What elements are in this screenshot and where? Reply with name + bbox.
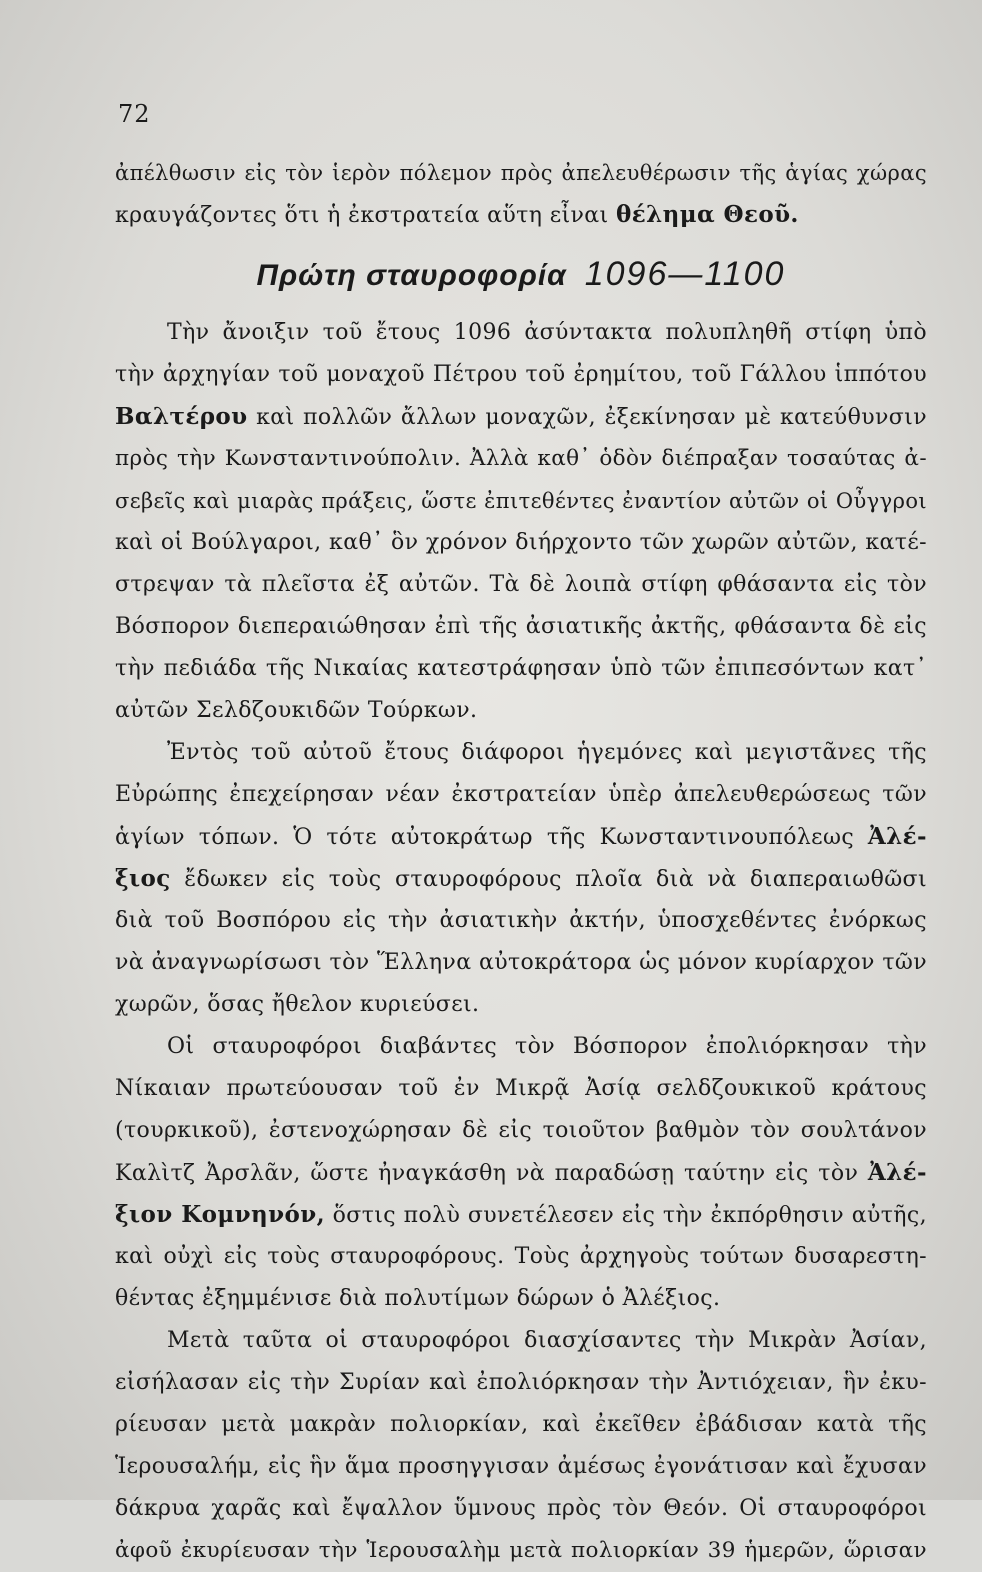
bold-name: Ἀλέ- <box>867 823 927 850</box>
text-line: Εὐρώπης ἐπεχείρησαν νέαν ἐκστρατείαν ὑπὲρ ἀπελευθερώσεως τῶν <box>115 782 927 807</box>
text-line: κραυγάζοντες ὅτι ἡ ἐκστρατεία αὕτη εἶναι θέλημα Θεοῦ. <box>115 201 799 228</box>
page-number: 72 <box>118 100 151 128</box>
text-line: καὶ οὐχὶ εἰς τοὺς σταυροφόρους. Τοὺς ἀρχηγοὺς τούτων δυσαρεστη- <box>115 1244 927 1269</box>
text-line: τὴν πεδιάδα τῆς Νικαίας κατεστράφησαν ὑπὸ τῶν ἐπιπεσόντων κατ᾽ <box>115 656 927 681</box>
text-line: καὶ οἱ Βούλγαροι, καθ᾽ ὃν χρόνον διήρχοντο τῶν χωρῶν αὐτῶν, κατέ- <box>115 530 927 555</box>
text-line: αὐτῶν Σελδζουκιδῶν Τούρκων. <box>115 698 478 723</box>
text-line: ρίευσαν μετὰ μακρὰν πολιορκίαν, καὶ ἐκεῖθεν ἐβάδισαν κατὰ τῆς <box>115 1412 927 1437</box>
section-heading <box>115 236 927 312</box>
text-line: Ἐντὸς τοῦ αὐτοῦ ἔτους διάφοροι ἡγεμόνες καὶ μεγιστᾶνες τῆς <box>167 740 927 765</box>
text-line: Νίκαιαν πρωτεύουσαν τοῦ ἐν Μικρᾷ Ἀσίᾳ σελδζουκικοῦ κράτους <box>115 1076 927 1101</box>
bold-phrase: θέλημα Θεοῦ. <box>616 201 799 228</box>
text-line: Τὴν ἄνοιξιν τοῦ ἔτους 1096 ἀσύντακτα πολυπληθῆ στίφη ὑπὸ <box>167 320 927 345</box>
text-line: θέντας ἐξημμένισε διὰ πολυτίμων δώρων ὁ Ἀλέξιος. <box>115 1286 721 1311</box>
text-line: Μετὰ ταῦτα οἱ σταυροφόροι διασχίσαντες τὴν Μικρὰν Ἀσίαν, <box>167 1328 927 1353</box>
heading-years: 1096—1100 <box>584 255 786 293</box>
text-line: εἰσήλασαν εἰς τὴν Συρίαν καὶ ἐπολιόρκησαν τὴν Ἀντιόχειαν, ἣν ἐκυ- <box>115 1370 927 1395</box>
text-line: ἁγίων τόπων. Ὁ τότε αὐτοκράτωρ τῆς Κωνσταντινουπόλεως Ἀλέ- <box>115 823 927 850</box>
bold-name: ξιος <box>115 865 171 892</box>
heading-title: Πρώτη σταυροφορία <box>256 259 567 292</box>
text-line: Καλὶτζ Ἀρσλᾶν, ὥστε ἠναγκάσθη νὰ παραδώσῃ ταύτην εἰς τὸν Ἀλέ- <box>115 1159 927 1186</box>
text-line: νὰ ἀναγνωρίσωσι τὸν Ἕλληνα αὐτοκράτορα ὡς μόνον κυρίαρχον τῶν <box>115 950 927 975</box>
text-line: διὰ τοῦ Βοσπόρου εἰς τὴν ἀσιατικὴν ἀκτήν, ὑποσχεθέντες ἐνόρκως <box>115 908 927 933</box>
bold-name: ξιον Κομνηνόν, <box>115 1201 325 1228</box>
text-line: ξιος ἔδωκεν εἰς τοὺς σταυροφόρους πλοῖα διὰ νὰ διαπεραιωθῶσι <box>115 865 927 892</box>
text-line: στρεψαν τὰ πλεῖστα ἐξ αὐτῶν. Τὰ δὲ λοιπὰ στίφη φθάσαντα εἰς τὸν <box>115 572 927 597</box>
text-line: Ἱερουσαλήμ, εἰς ἣν ἅμα προσηγγισαν ἀμέσως ἐγονάτισαν καὶ ἔχυσαν <box>115 1454 927 1479</box>
text-line: δάκρυα χαρᾶς καὶ ἔψαλλον ὕμνους πρὸς τὸν Θεόν. Οἱ σταυροφόροι <box>115 1496 927 1521</box>
text-line: (τουρκικοῦ), ἐστενοχώρησαν δὲ εἰς τοιοῦτον βαθμὸν τὸν σουλτάνον <box>115 1118 927 1143</box>
body-text <box>115 152 927 1572</box>
text-line: ἀπέλθωσιν εἰς τὸν ἱερὸν πόλεμον πρὸς ἀπελευθέρωσιν τῆς ἁγίας χώρας <box>115 161 927 185</box>
text-line: σεβεῖς καὶ μιαρὰς πράξεις, ὥστε ἐπιτεθέντες ἐναντίον αὐτῶν οἱ Οὖγγροι <box>115 489 927 513</box>
text-line: ἀφοῦ ἐκυρίευσαν τὴν Ἱερουσαλὴμ μετὰ πολιορκίαν 39 ἡμερῶν, ὥρισαν <box>115 1538 927 1563</box>
text-line: Βόσπορον διεπεραιώθησαν ἐπὶ τῆς ἀσιατικῆς ἀκτῆς, φθάσαντα δὲ εἰς <box>115 614 927 639</box>
text-line: ξιον Κομνηνόν, ὅστις πολὺ συνετέλεσεν εἰς τὴν ἐκπόρθησιν αὐτῆς, <box>115 1201 927 1228</box>
bold-name: Βαλτέρου <box>115 403 248 430</box>
text-line: Οἱ σταυροφόροι διαβάντες τὸν Βόσπορον ἐπολιόρκησαν τὴν <box>167 1034 927 1059</box>
bold-name: Ἀλέ- <box>867 1159 927 1186</box>
text-line: πρὸς τὴν Κωνσταντινούπολιν. Ἀλλὰ καθ᾽ ὁδὸν διέπραξαν τοσαύτας ἀ- <box>115 446 927 471</box>
text-line: Βαλτέρου καὶ πολλῶν ἄλλων μοναχῶν, ἐξεκίνησαν μὲ κατεύθυνσιν <box>115 403 927 430</box>
text-line: χωρῶν, ὅσας ἤθελον κυριεύσει. <box>115 992 480 1017</box>
text-line: τὴν ἀρχηγίαν τοῦ μοναχοῦ Πέτρου τοῦ ἐρημίτου, τοῦ Γάλλου ἱππότου <box>115 362 927 387</box>
